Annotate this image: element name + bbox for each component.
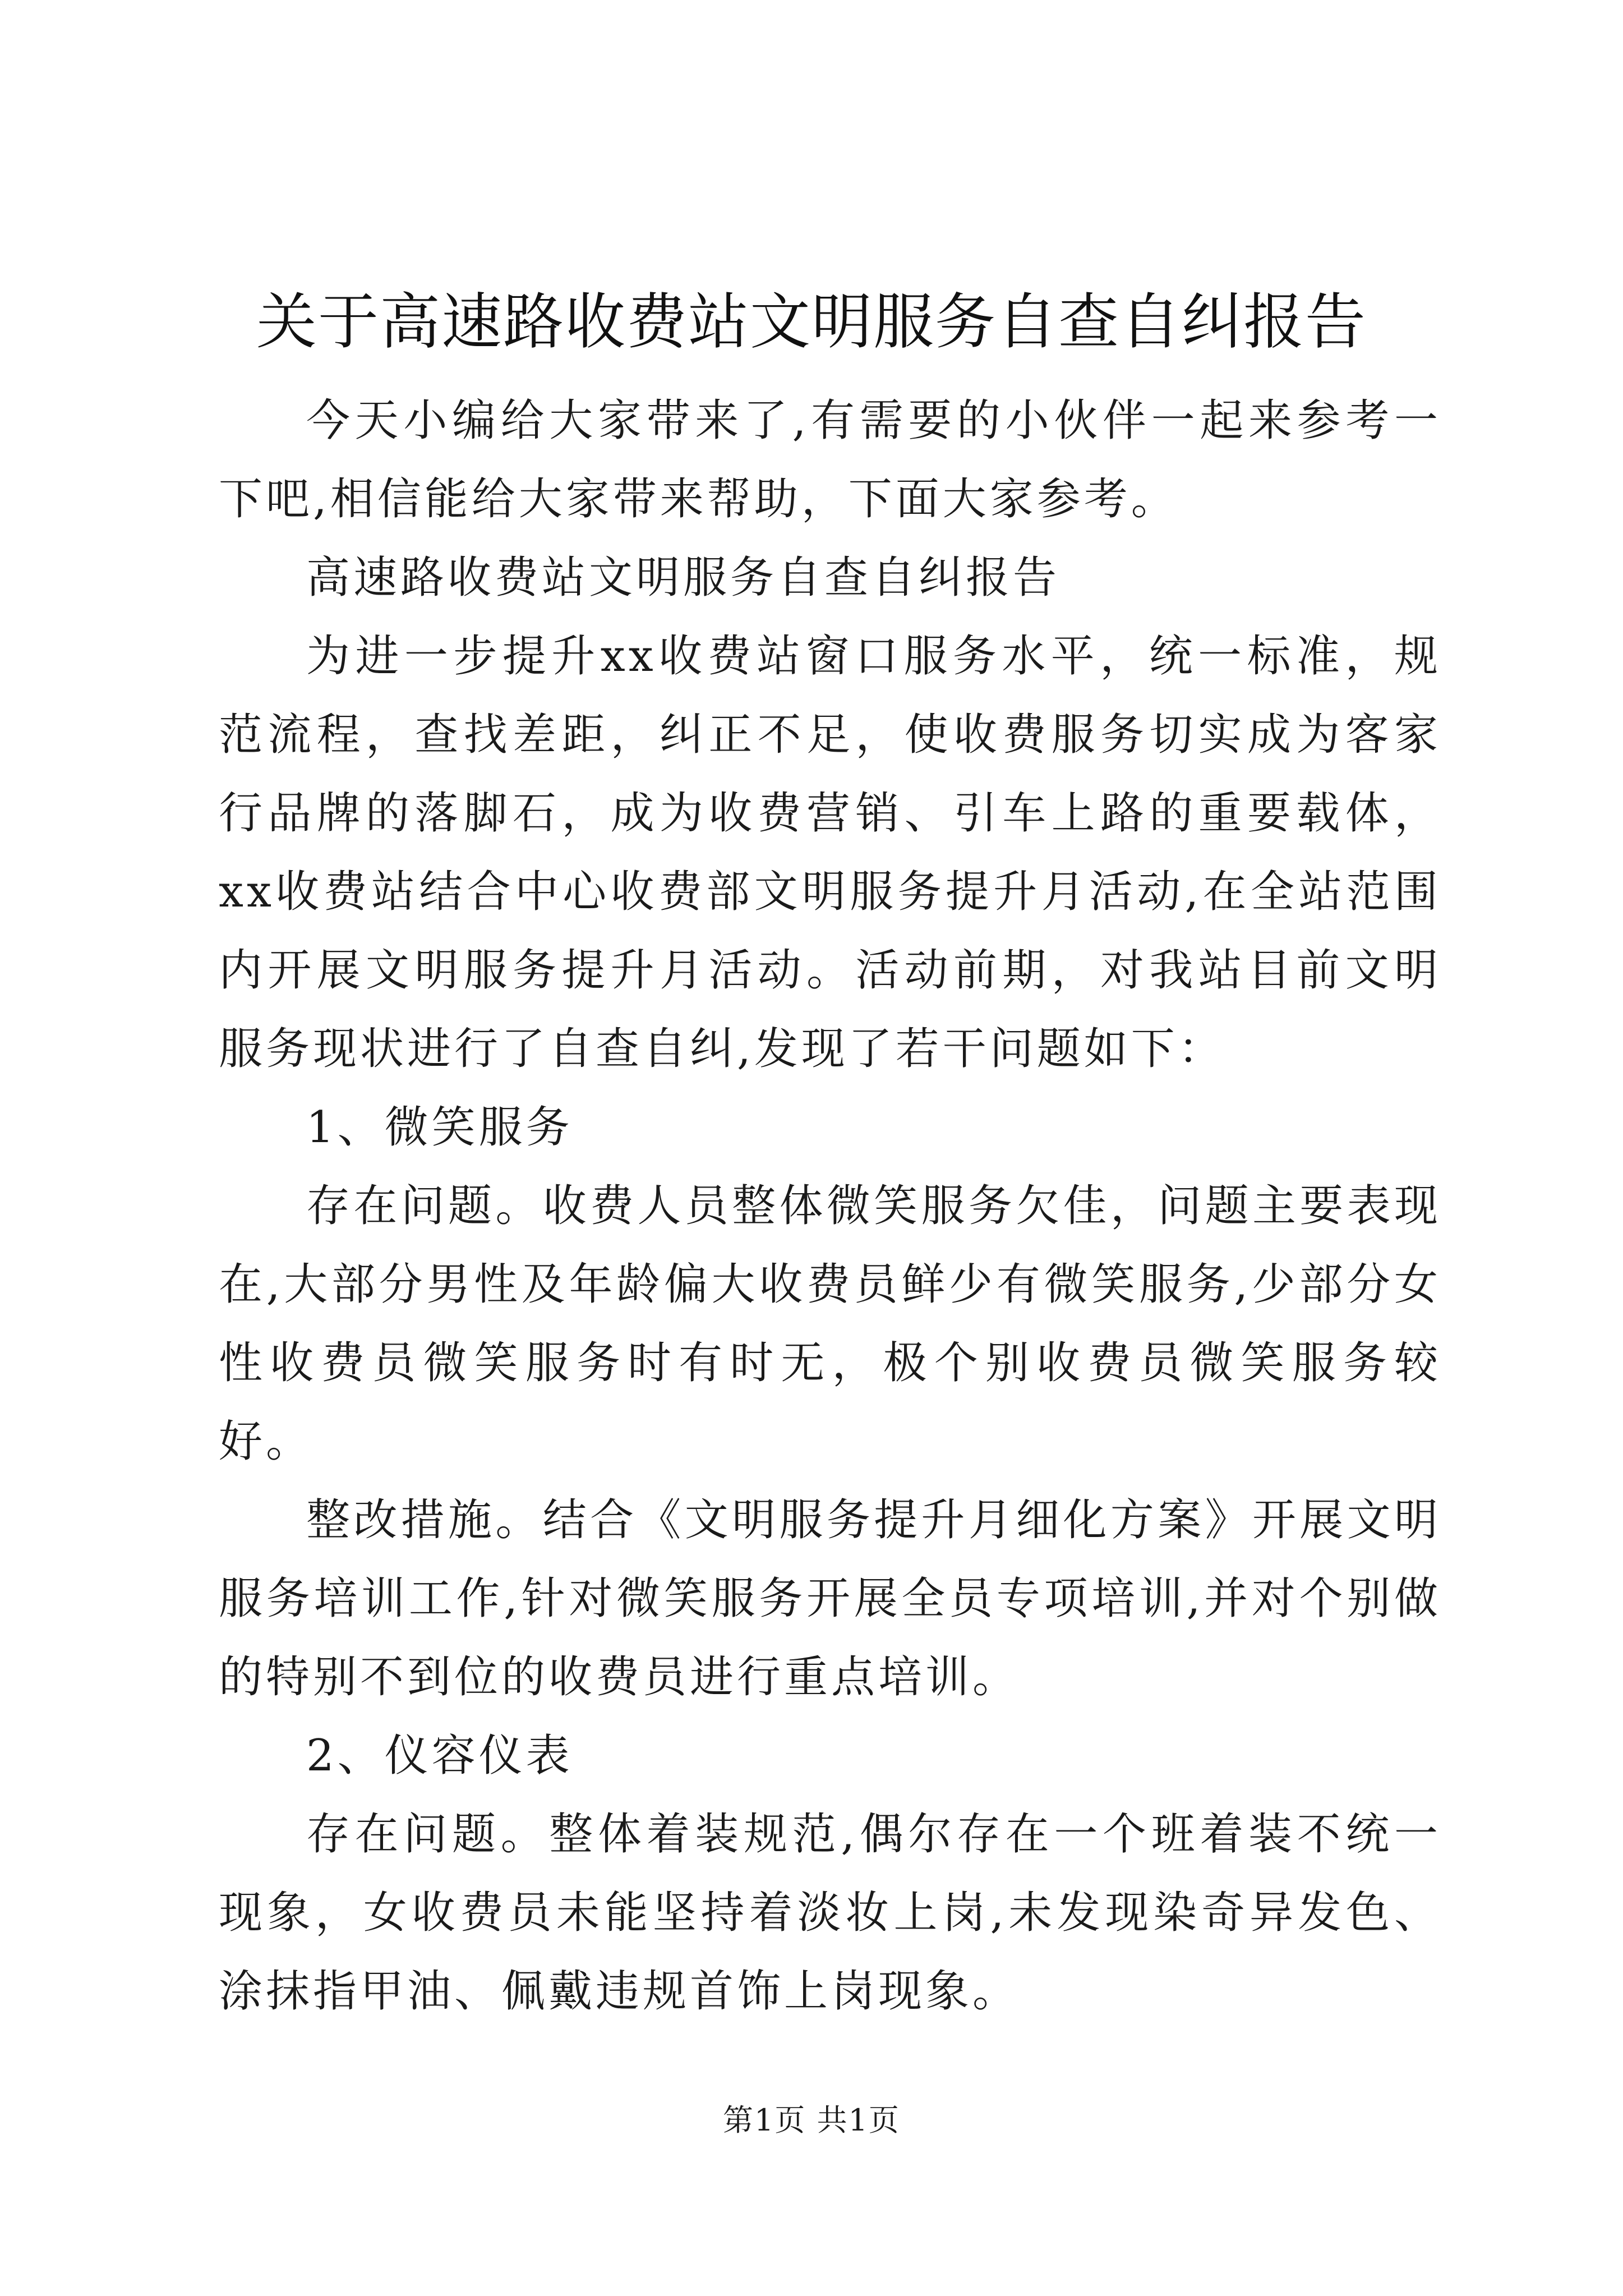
page-number: 第1页 共1页	[723, 2102, 900, 2138]
document-body	[219, 381, 1441, 2031]
page-footer	[0, 2101, 1623, 2140]
paragraph-smile-measures: 整改措施。结合《文明服务提升月细化方案》开展文明服务培训工作,针对微笑服务开展全员专项培训,并对个别做的特别不到位的收费员进行重点培训。	[219, 1495, 1441, 1703]
section-heading-smile-service: 1、微笑服务	[306, 1102, 573, 1153]
paragraph-appearance-problems: 存在问题。整体着装规范,偶尔存在一个班着装不统一现象，女收费员未能坚持着淡妆上岗,未发现染奇异发色、涂抹指甲油、佩戴违规首饰上岗现象。	[219, 1809, 1441, 2017]
paragraph-intro: 今天小编给大家带来了,有需要的小伙伴一起来参考一下吧,相信能给大家带来帮助，下面大家参考。	[219, 395, 1441, 524]
document-title: 关于高速路收费站文明服务自查自纠报告	[256, 287, 1367, 357]
section-heading-appearance: 2、仪容仪表	[306, 1731, 573, 1781]
paragraph-subtitle: 高速路收费站文明服务自查自纠报告	[306, 553, 1061, 603]
paragraph-smile-problems: 存在问题。收费人员整体微笑服务欠佳，问题主要表现在,大部分男性及年龄偏大收费员鲜少有微笑服务,少部分女性收费员微笑服务时有时无，极个别收费员微笑服务较好。	[219, 1181, 1441, 1467]
paragraph-purpose: 为进一步提升xx收费站窗口服务水平，统一标准，规范流程，查找差距，纠正不足，使收费服务切实成为客家行品牌的落脚石，成为收费营销、引车上路的重要载体，xx收费站结合中心收费部文明服务提升月活动,在全站范围内开展文明服务提升月活动。活动前期，对我站目前文明服务现状进行了自查自纠,发现了若干问题如下：	[219, 631, 1441, 1074]
